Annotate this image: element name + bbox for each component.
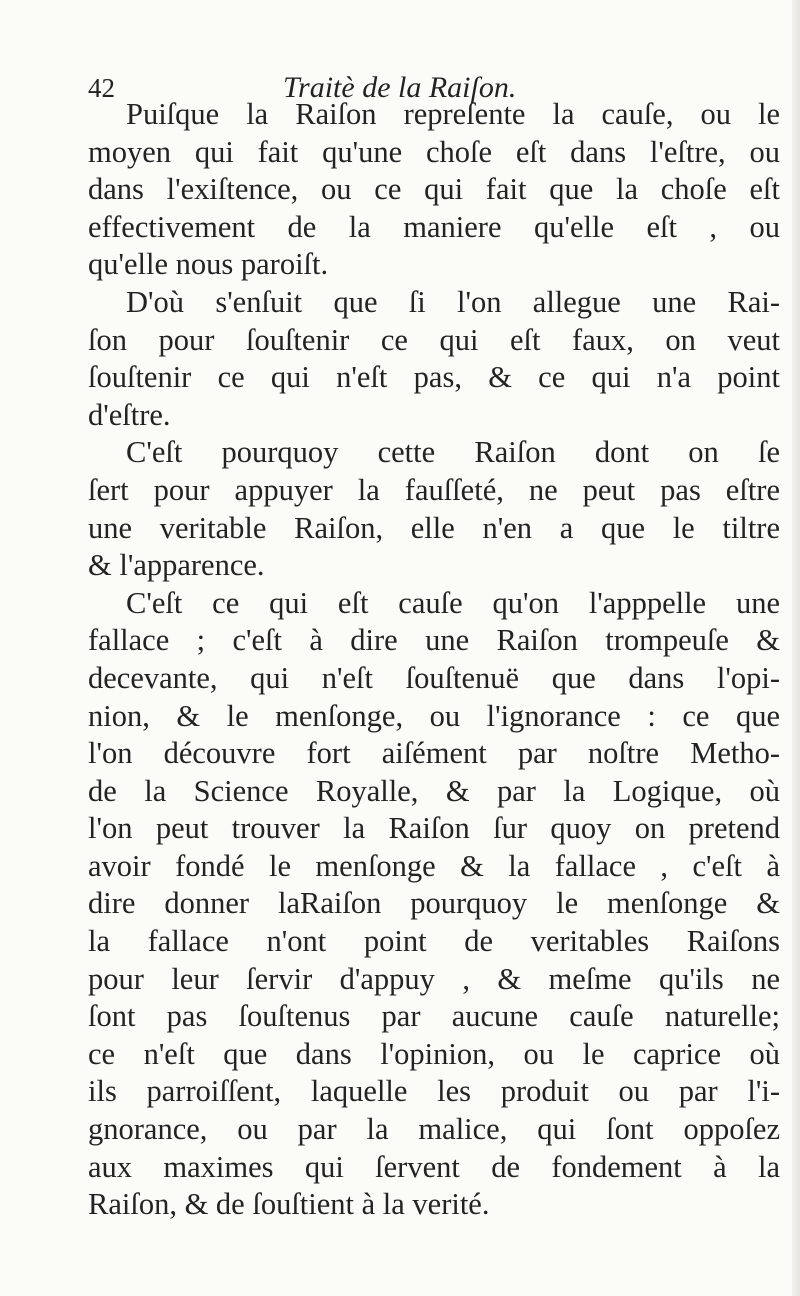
text-line: gnorance, ou par la malice, qui ſont oppoſez bbox=[88, 1112, 780, 1147]
page-number: 42 bbox=[88, 73, 115, 103]
text-line: Raiſon, & de ſouſtient à la verité. bbox=[88, 1187, 490, 1222]
body-text bbox=[88, 96, 780, 1224]
text-line: nion, & le menſonge, ou l'ignorance : ce que bbox=[88, 698, 780, 733]
text-line: decevante, qui n'eſt ſouſtenuë que dans l'opi- bbox=[88, 660, 780, 695]
text-line: ſouſtenir ce qui n'eſt pas, & ce qui n'a point bbox=[88, 360, 780, 395]
text-line: fallace ; c'eſt à dire une Raiſon trompeuſe & bbox=[88, 623, 780, 658]
text-line: qu'elle nous paroiſt. bbox=[88, 247, 329, 282]
text-line: ils parroiſſent, laquelle les produit ou par l'i- bbox=[88, 1074, 780, 1109]
text-line: D'où s'enſuit que ſi l'on allegue une Rai- bbox=[126, 284, 780, 319]
text-line: dans l'exiſtence, ou ce qui fait que la choſe eſt bbox=[88, 172, 780, 207]
text-line: l'on peut trouver la Raiſon ſur quoy on pretend bbox=[88, 811, 780, 846]
text-line: aux maximes qui ſervent de fondement à la bbox=[88, 1149, 780, 1184]
text-line: ſon pour ſouſtenir ce qui eſt faux, on veut bbox=[88, 322, 780, 357]
text-line: & l'apparence. bbox=[88, 548, 265, 583]
text-line: ſont pas ſouſtenus par aucune cauſe naturelle; bbox=[88, 999, 780, 1034]
text-line: l'on découvre fort aiſément par noſtre Metho- bbox=[88, 736, 780, 771]
text-line: Puiſque la Raiſon repreſente la cauſe, ou le bbox=[126, 97, 780, 131]
page-edge bbox=[792, 0, 800, 1296]
running-title: Traitè de la Raiſon. bbox=[283, 71, 517, 104]
text-line: ce n'eſt que dans l'opinion, ou le caprice où bbox=[88, 1036, 780, 1071]
text-line: ſert pour appuyer la fauſſeté, ne peut pas eſtre bbox=[88, 472, 780, 507]
text-line: de la Science Royalle, & par la Logique, où bbox=[88, 773, 780, 808]
text-line: pour leur ſervir d'appuy , & meſme qu'ils ne bbox=[88, 961, 780, 996]
text-line: C'eſt pourquoy cette Raiſon dont on ſe bbox=[126, 435, 780, 470]
text-line: C'eſt ce qui eſt cauſe qu'on l'apppelle une bbox=[126, 585, 780, 620]
text-line: dire donner laRaiſon pourquoy le menſonge & bbox=[88, 886, 780, 921]
text-line: avoir fondé le menſonge & la fallace , c'eſt à bbox=[88, 848, 780, 883]
text-line: d'eſtre. bbox=[88, 397, 171, 432]
text-line: moyen qui fait qu'une choſe eſt dans l'eſtre, ou bbox=[88, 134, 780, 169]
text-line: effectivement de la maniere qu'elle eſt , ou bbox=[88, 209, 780, 244]
text-line: la fallace n'ont point de veritables Raiſons bbox=[88, 924, 780, 959]
text-line: une veritable Raiſon, elle n'en a que le tiltre bbox=[88, 510, 780, 545]
